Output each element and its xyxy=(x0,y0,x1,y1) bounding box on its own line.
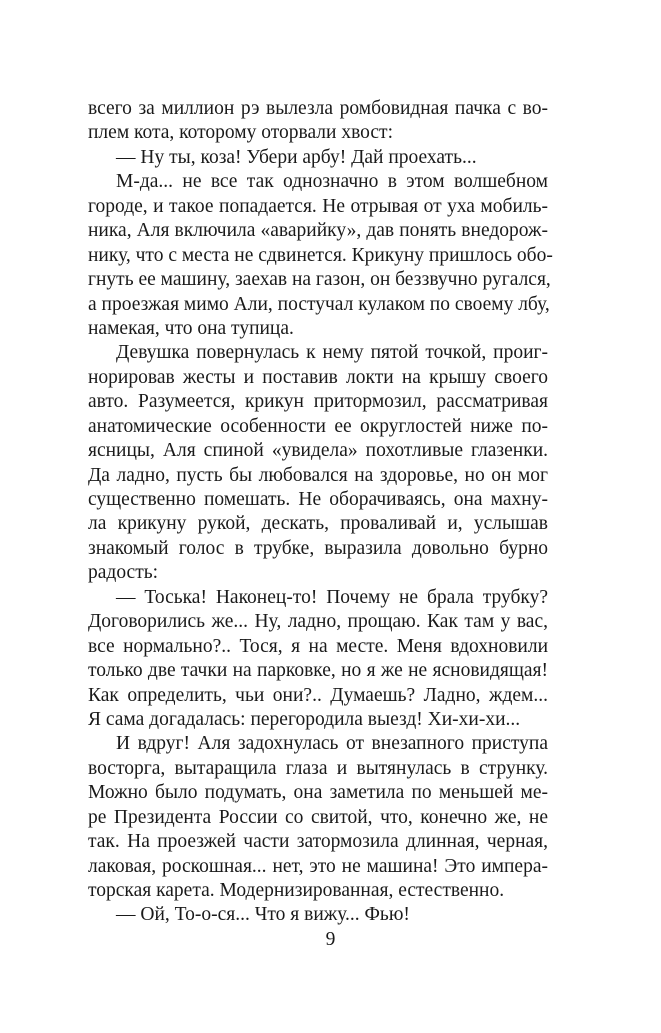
text-line: — Ой, То-о-ся... Что я вижу... Фью! xyxy=(116,904,410,926)
text-line: Можно было подумать, она заметила по меньшей ме- xyxy=(88,782,548,804)
text-line: городе, и такое попадается. Не отрывая от уха мобиль- xyxy=(88,195,548,217)
text-line: — Тоська! Наконец-то! Почему не брала трубку? xyxy=(116,586,548,608)
text-line: ла крикуну рукой, дескать, проваливай и, услышав xyxy=(88,513,548,535)
text-line: так. На проезжей части затормозила длинная, черная, xyxy=(88,831,548,853)
text-line: авто. Разумеется, крикун притормозил, рассматривая xyxy=(88,391,548,413)
text-line: существенно помешать. Не оборачиваясь, она махну- xyxy=(88,489,548,510)
text-line: ника, Аля включила «аварийку», дав понять внедорож- xyxy=(88,220,548,242)
text-line: все нормально?.. Тося, я на месте. Меня вдохновили xyxy=(88,635,548,657)
text-line: Да ладно, пусть бы любовался на здоровье, но он мог xyxy=(88,464,548,486)
book-page-body xyxy=(88,97,553,928)
text-line: восторга, вытаращила глаза и вытянулась в струнку. xyxy=(88,757,548,779)
text-line: ре Президента России со свитой, что, конечно же, не xyxy=(88,806,548,828)
text-line: — Ну ты, коза! Убери арбу! Дай проехать... xyxy=(116,146,477,168)
text-line: Я сама догадалась: перегородила выезд! Хи-хи-хи... xyxy=(88,708,521,730)
text-line: плем кота, которому оторвали хвост: xyxy=(88,122,393,144)
text-line: И вдруг! Аля задохнулась от внезапного приступа xyxy=(116,733,548,755)
text-line: анатомические особенности ее округлостей ниже по- xyxy=(88,415,548,437)
text-line: только две тачки на парковке, но я же не ясновидящая! xyxy=(88,660,548,682)
text-line: норировав жесты и поставив локти на крышу своего xyxy=(88,366,548,388)
text-line: ясницы, Аля спиной «увидела» похотливые глазенки. xyxy=(88,440,548,462)
text-line: лаковая, роскошная... нет, это не машина! Это импера- xyxy=(88,855,548,877)
text-line: радость: xyxy=(88,562,159,584)
text-line: гнуть ее машину, заехав на газон, он беззвучно ругался, xyxy=(88,269,551,291)
page-number: 9 xyxy=(325,929,336,950)
text-line: Договорились же... Ну, ладно, прощаю. Как там у вас, xyxy=(88,611,548,633)
text-line: а проезжая мимо Али, постучал кулаком по своему лбу, xyxy=(88,293,550,315)
text-line: торская карета. Модернизированная, естественно. xyxy=(88,880,505,901)
text-line: нику, что с места не сдвинется. Крикуну пришлось обо- xyxy=(88,244,553,266)
text-line: знакомый голос в трубке, выразила довольно бурно xyxy=(88,537,548,559)
text-line: всего за миллион рэ вылезла ромбовидная пачка с во- xyxy=(88,98,548,119)
text-line: намекая, что она тупица. xyxy=(88,317,294,339)
text-line: Девушка повернулась к нему пятой точкой, проиг- xyxy=(116,342,548,364)
text-line: Как определить, чьи они?.. Думаешь? Ладно, ждем... xyxy=(88,684,548,706)
text-line: М-да... не все так однозначно в этом волшебном xyxy=(116,171,548,193)
